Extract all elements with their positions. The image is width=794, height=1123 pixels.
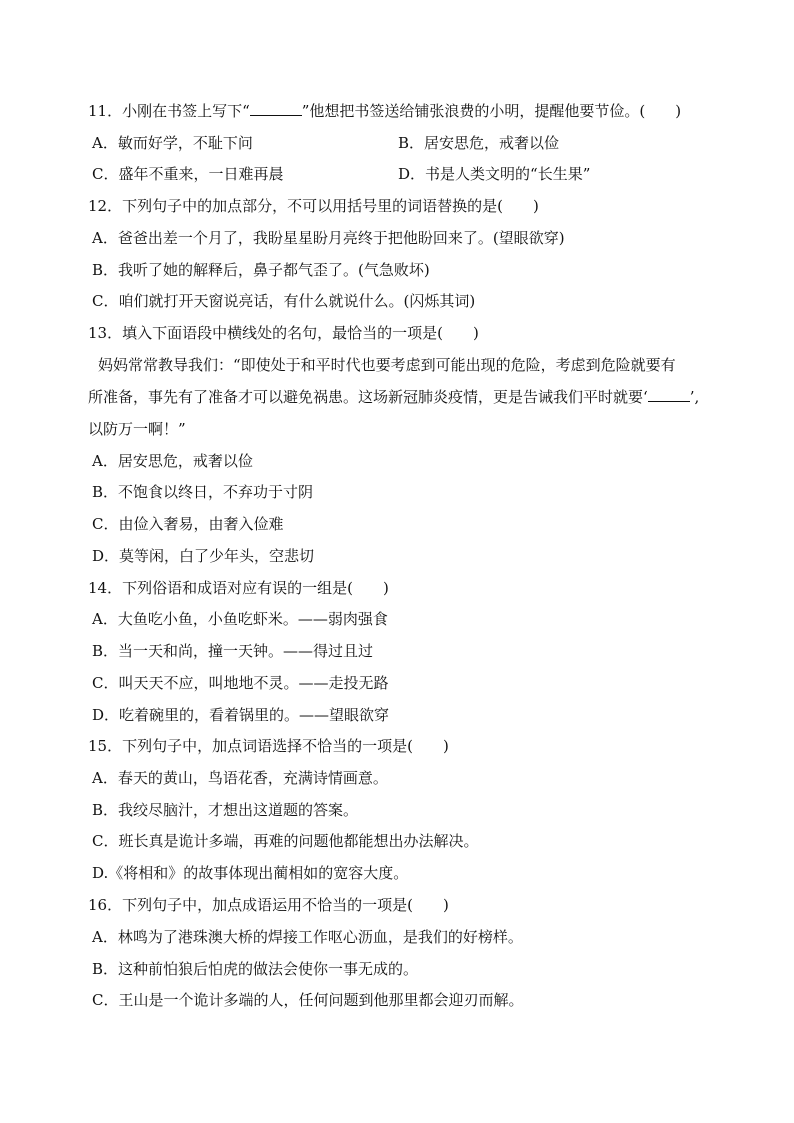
answer-blank — [250, 101, 302, 116]
question-13-option-c: C．由俭入奢易，由奢入俭难 — [92, 515, 284, 533]
question-11-suffix: ”他想把书签送给铺张浪费的小明，提醒他要节俭。( ) — [301, 102, 682, 120]
question-13-passage-line-1: 妈妈常常教导我们：“即使处于和平时代也要考虑到可能出现的危险，考虑到危险就要有 — [98, 356, 676, 374]
question-14-stem: 14．下列俗语和成语对应有误的一组是( ) — [88, 579, 389, 597]
question-16-option-c: C．王山是一个诡计多端的人，任何问题到他那里都会迎刃而解。 — [92, 991, 524, 1009]
question-16-option-b: B．这种前怕狼后怕虎的做法会使你一事无成的。 — [92, 960, 419, 978]
question-13-passage-line-3: 以防万一啊！” — [88, 420, 186, 438]
question-12-stem: 12．下列句子中的加点部分，不可以用括号里的词语替换的是( ) — [88, 197, 539, 215]
question-15-option-d: D.《将相和》的故事体现出蔺相如的宽容大度。 — [92, 864, 409, 882]
question-13-passage-prefix: 所准备，事先有了准备才可以避免祸患。这场新冠肺炎疫情，更是告诫我们平时就要‘ — [88, 388, 648, 406]
answer-blank — [648, 387, 690, 402]
question-16-stem: 16．下列句子中，加点成语运用不恰当的一项是( ) — [88, 896, 449, 914]
question-15-option-a: A．春天的黄山，鸟语花香，充满诗情画意。 — [92, 769, 388, 787]
question-15-stem: 15．下列句子中，加点词语选择不恰当的一项是( ) — [88, 737, 449, 755]
question-12-option-b: B．我听了她的解释后，鼻子都气歪了。(气急败坏) — [92, 261, 430, 279]
question-11-option-a: A．敏而好学，不耻下问 — [92, 134, 253, 152]
question-11-option-d: D．书是人类文明的“长生果” — [398, 165, 591, 183]
question-15-option-c: C．班长真是诡计多端，再难的问题他都能想出办法解决。 — [92, 832, 479, 850]
question-13-stem: 13．填入下面语段中横线处的名句，最恰当的一项是( ) — [88, 324, 479, 342]
question-16-option-a: A．林鸣为了港珠澳大桥的焊接工作呕心沥血，是我们的好榜样。 — [92, 928, 523, 946]
question-14-option-b: B．当一天和尚，撞一天钟。——得过且过 — [92, 642, 374, 660]
question-14-option-d: D．吃着碗里的，看着锅里的。——望眼欲穿 — [92, 706, 390, 724]
question-11-option-b: B．居安思危，戒奢以俭 — [398, 134, 560, 152]
question-12-option-c: C．咱们就打开天窗说亮话，有什么就说什么。(闪烁其词) — [92, 292, 476, 310]
question-14-option-c: C．叫天天不应，叫地地不灵。——走投无路 — [92, 674, 389, 692]
question-15-option-b: B．我绞尽脑汁，才想出这道题的答案。 — [92, 801, 359, 819]
question-11-prefix: 11．小刚在书签上写下“ — [88, 102, 250, 120]
question-13-option-a: A．居安思危，戒奢以俭 — [92, 452, 253, 470]
question-13-option-d: D．莫等闲，白了少年头，空悲切 — [92, 547, 315, 565]
question-14-option-a: A．大鱼吃小鱼，小鱼吃虾米。——弱肉强食 — [92, 610, 388, 628]
question-13-option-b: B．不饱食以终日，不弃功于寸阴 — [92, 483, 314, 501]
question-13-passage-suffix: ’, — [689, 388, 700, 406]
question-13-passage-line-2 — [88, 387, 699, 407]
question-11-option-c: C．盛年不重来，一日难再晨 — [92, 165, 284, 183]
question-12-option-a: A．爸爸出差一个月了，我盼星星盼月亮终于把他盼回来了。(望眼欲穿) — [92, 229, 565, 247]
question-11-stem — [88, 101, 681, 121]
